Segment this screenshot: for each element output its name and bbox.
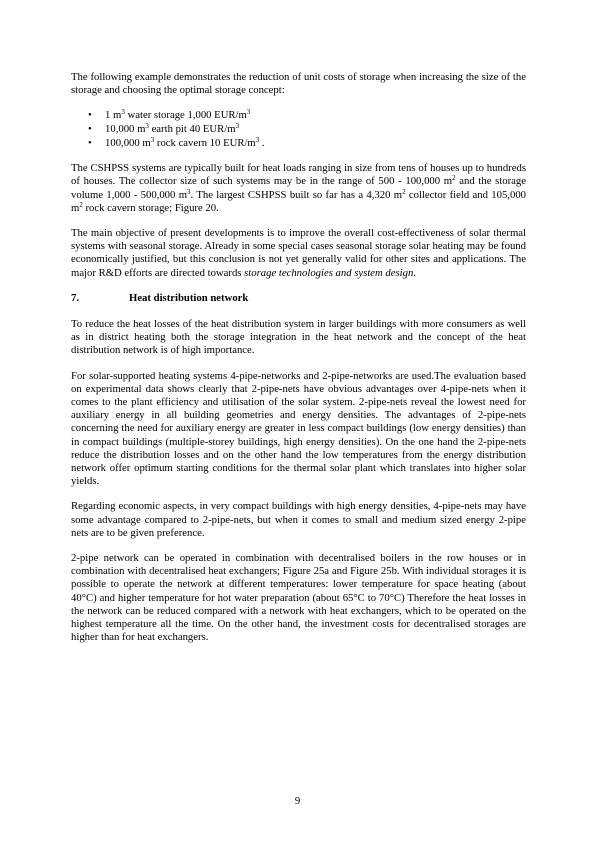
- section-heading: [71, 292, 526, 305]
- solar-supported-paragraph: For solar-supported heating systems 4-pipe-networks and 2-pipe-networks are used.The evaluation based on experimental data shows clearly that 2-pipe-nets have obvious advantages over 4-pipe-nets when it comes to the plant efficiency and utilisation of the solar system. 2-pipe-nets reveal the lowest need for auxiliary energy in all building geometries and energy densities. The advantages of 2-pipe-nets concerning the need for auxiliary energy are greater in less compact buildings (low energy densities) than in compact buildings (multiple-storey buildings, high energy densities). On the one hand the 2-pipe-nets reduce the distribution losses and on the other hand the low temperatures from the energy distribution network offer optimum starting conditions for the thermal solar plant which translates into higher solar yields.: [71, 369, 526, 488]
- cshpss-paragraph: The CSHPSS systems are typically built for heat loads ranging in size from tens of houses up to hundreds of houses. The collector size of such systems may be in the range of 500 - 100,000 $m^2$ and the storage volume 1,000 - 500,000 $m^3$. The largest CSHPSS built so far has a 4,320 $m^2$ collector field and 105,000 $m^2$ rock cavern storage; Figure 20.: [71, 162, 527, 214]
- heat-loss-paragraph: To reduce the heat losses of the heat distribution system in larger buildings with more consumers as well as in district heating both the storage integration in the heat network and the concept of the heat distribution network is of high importance.: [71, 318, 526, 357]
- list-item: • 10,000 $m^3$ earth pit 40 EUR/$m^3$: [88, 122, 240, 135]
- objective-paragraph: The main objective of present developments is to improve the overall cost-effectiveness of solar thermal systems with seasonal storage. Already in some special cases seasonal storage solar heating may be found economically justified, but this conclusion is not yet generally valid for other sites and applications. The major R&D efforts are directed towards storage technologies and system design.: [71, 227, 526, 279]
- section-number: 7.: [71, 291, 80, 304]
- document-page: [71, 71, 526, 656]
- bullet-icon: •: [88, 136, 92, 149]
- storage-cost-list: [71, 109, 526, 150]
- section-title: Heat distribution network: [129, 291, 249, 304]
- economic-aspects-paragraph: Regarding economic aspects, in very compact buildings with high energy densities, 4-pipe-nets may have some advantage compared to 2-pipe-nets, but when it comes to small and medium sized energy 2-pipe nets are to be given preference.: [71, 500, 526, 539]
- two-pipe-network-paragraph: 2-pipe network can be operated in combination with decentralised boilers in the row houses or in combination with decentralised heat exchangers; Figure 25a and Figure 25b. With individual storages it is possible to operate the network at different temperatures: lower temperature for space heating (about 40°C) and higher temperature for hot water preparation (about 65°C to 70°C) Therefore the heat losses in the network can be reduced compared with a network with heat exchangers, which to be operated on the highest temperature all the time. On the other hand, the investment costs for decentralised storages are higher than for heat exchangers.: [71, 552, 526, 644]
- bullet-icon: •: [88, 109, 92, 122]
- intro-paragraph: The following example demonstrates the reduction of unit costs of storage when increasing the size of the storage and choosing the optimal storage concept:: [71, 71, 526, 97]
- page-number: 9: [294, 795, 301, 807]
- bullet-icon: •: [88, 123, 92, 135]
- list-item: • 1 $m^3$ water storage 1,000 EUR/$m^3$: [88, 108, 251, 122]
- list-item: • 100,000 $m^3$ rock cavern 10 EUR/$m^3$ .: [88, 135, 265, 149]
